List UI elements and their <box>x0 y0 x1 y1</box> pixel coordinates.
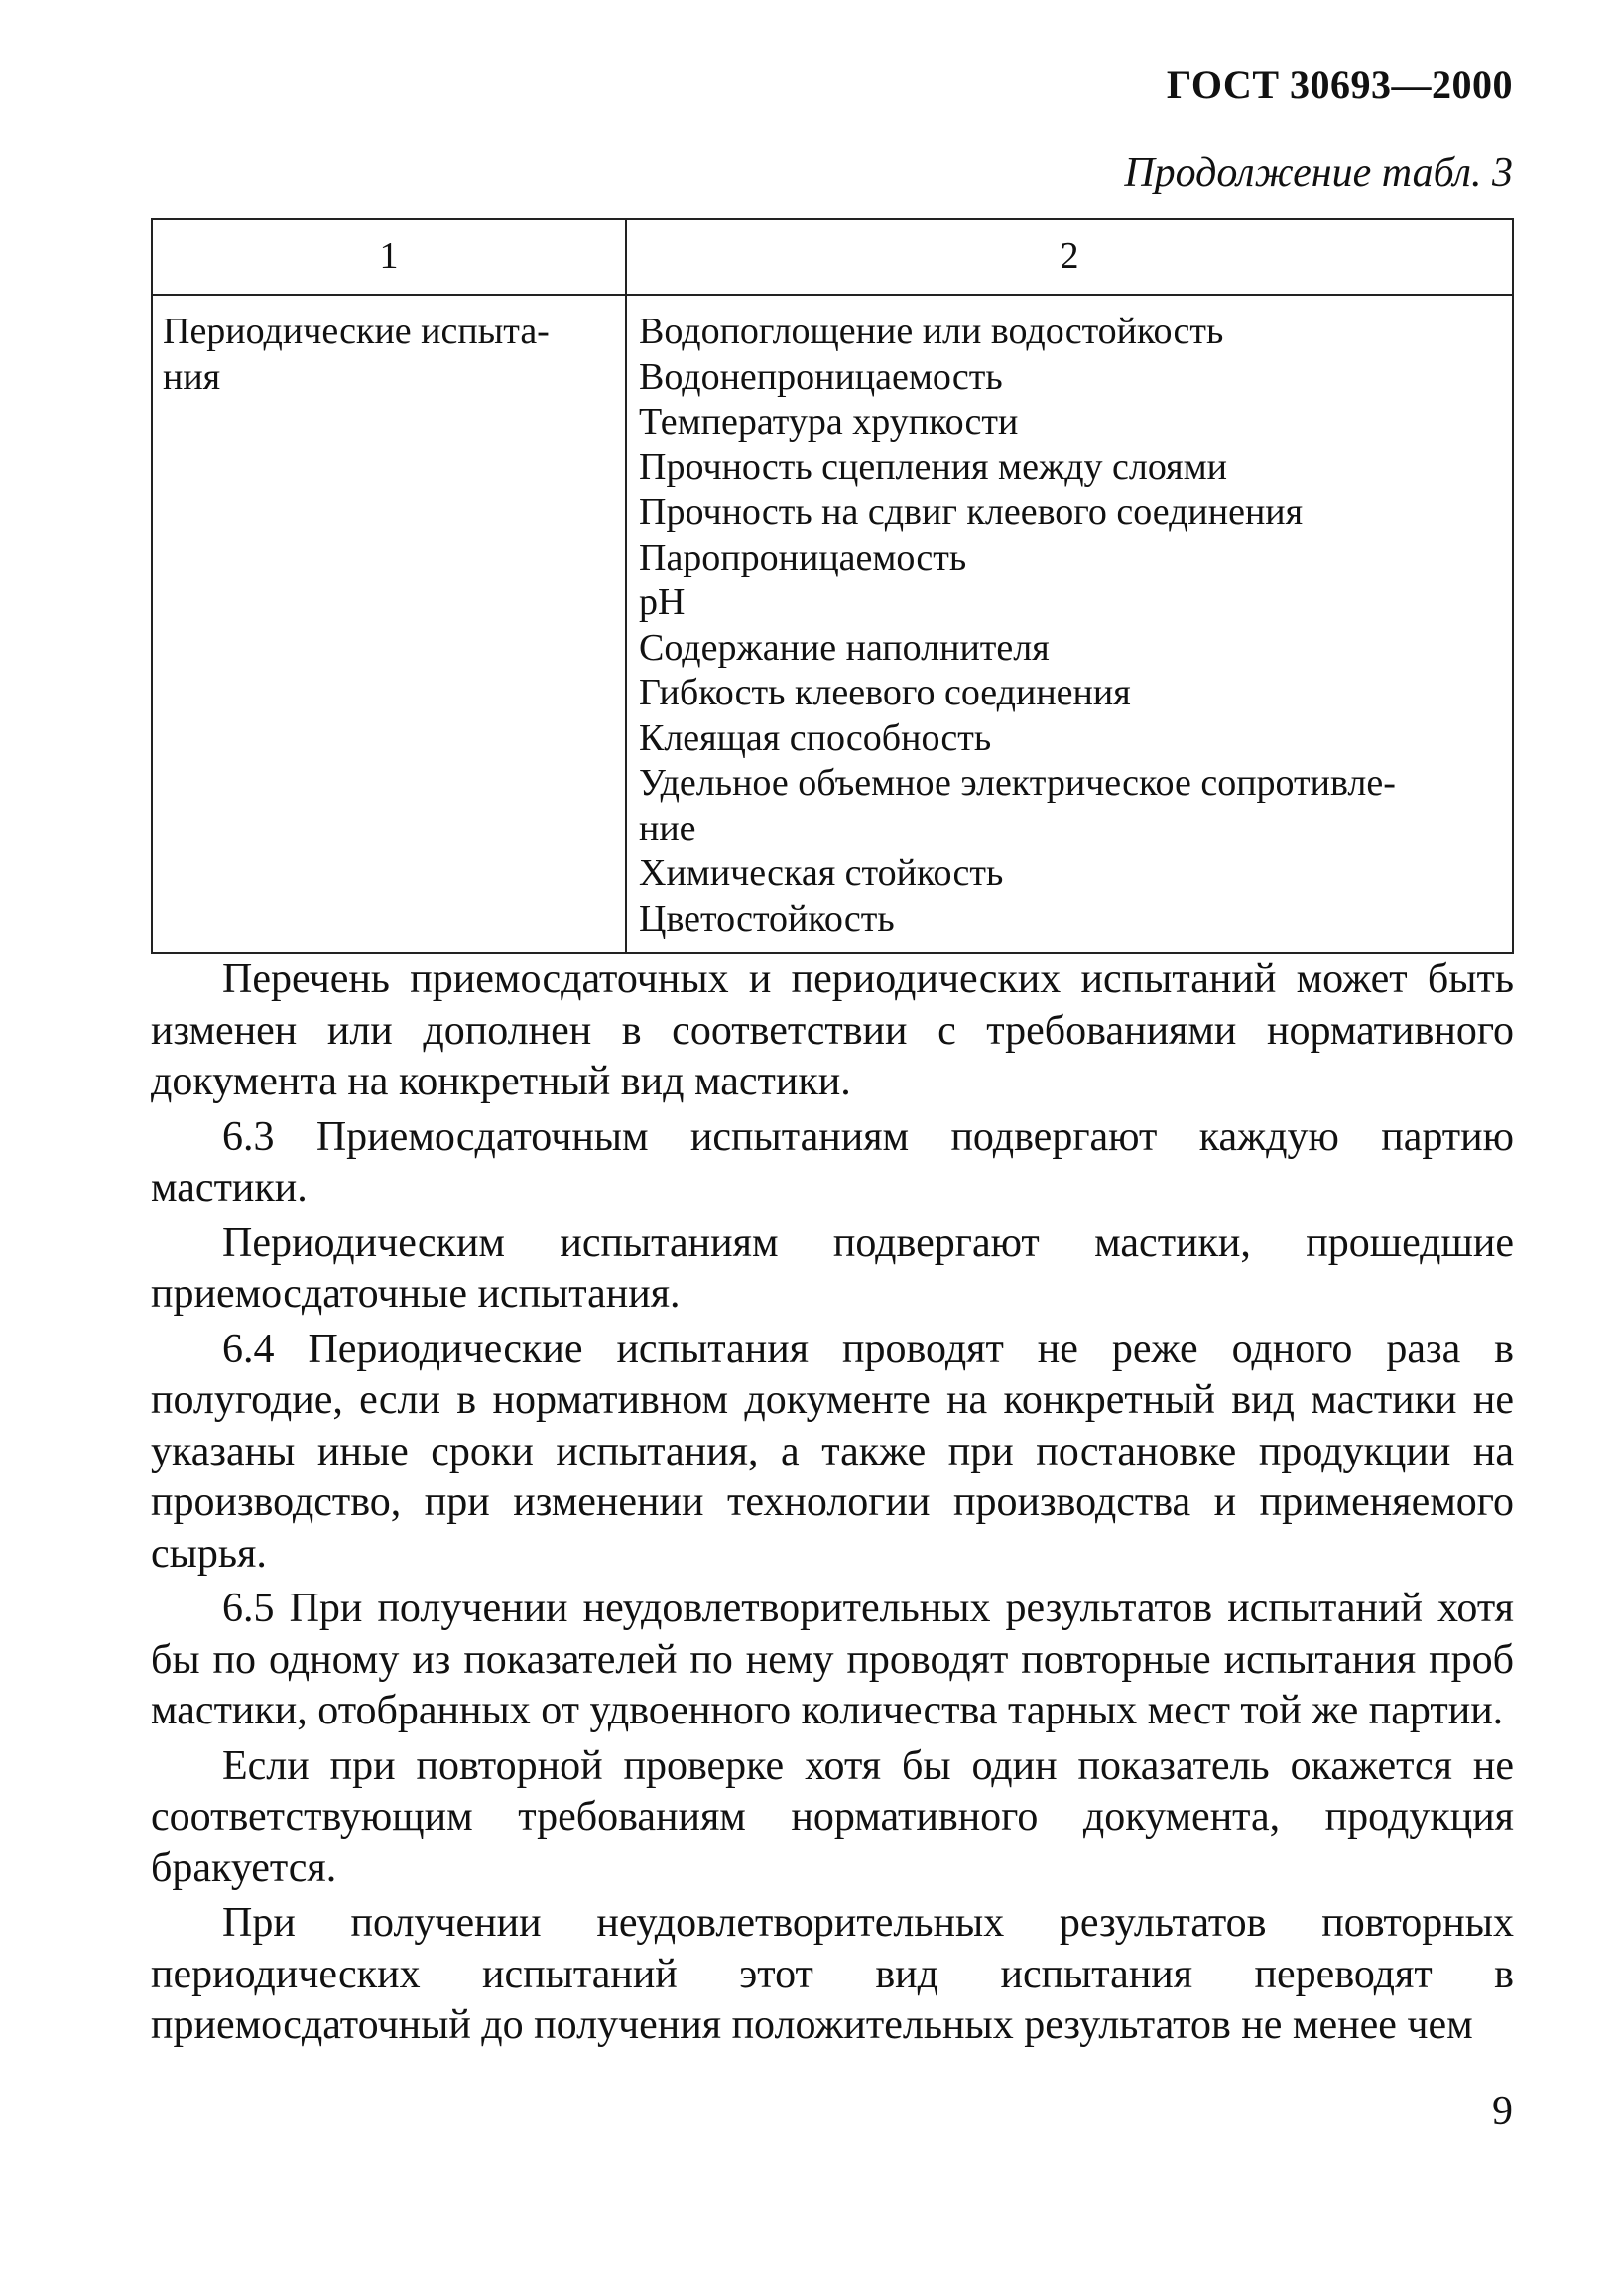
list-item: Паропроницаемость <box>639 536 967 578</box>
standard-number: ГОСТ 30693—2000 <box>1166 63 1513 107</box>
paragraph: 6.4 Периодические испытания проводят не реже одного раза в полугодие, если в нормативном документе на конкретный вид мастики не указаны иные сроки испытания, а также при постановке продукции на производство, при изменении технологии производства и применяемого сырья. <box>151 1326 1514 1577</box>
body-text <box>151 955 1514 2056</box>
paragraph: Перечень приемосдаточных и периодических испытаний может быть изменен или дополнен в соответствии с требованиями нормативного документа на конкретный вид мастики. <box>151 957 1514 1104</box>
list-item: Водонепроницаемость <box>639 355 1003 398</box>
list-item: Содержание наполнителя <box>639 626 1050 669</box>
list-item: Водопоглощение или водостойкость <box>639 311 1224 352</box>
row-label-line: Периодические испыта- <box>163 311 550 352</box>
list-item: Гибкость клеевого соединения <box>639 672 1131 713</box>
list-item: рН <box>639 581 686 623</box>
row-label-cell <box>152 295 626 953</box>
list-item: Химическая стойкость <box>639 852 1004 894</box>
table-row <box>152 295 1513 953</box>
list-item: Прочность на сдвиг клеевого соединения <box>639 491 1304 533</box>
test-list-cell <box>626 295 1513 953</box>
paragraph: 6.3 Приемосдаточным испытаниям подвергают каждую партию мастики. <box>151 1113 1514 1211</box>
page-number: 9 <box>1492 2089 1513 2134</box>
row-label-line: ния <box>163 355 221 398</box>
list-item: Цветостойкость <box>639 897 895 940</box>
list-item: Удельное объемное электрическое сопротивле- <box>639 762 1396 804</box>
list-item: Клеящая способность <box>639 716 992 759</box>
table-header-row <box>152 219 1513 295</box>
col-header-2: 2 <box>626 219 1513 295</box>
list-item: ние <box>639 807 696 849</box>
list-item: Прочность сцепления между слоями <box>639 446 1228 488</box>
col-header-1: 1 <box>152 219 626 295</box>
paragraph: Если при повторной проверке хотя бы один показатель окажется не соответствующим требованиям нормативного документа, продукция бракуется. <box>151 1742 1514 1891</box>
table-3-continuation <box>151 218 1514 954</box>
paragraph: При получении неудовлетворительных результатов повторных периодических испытаний этот вид испытания переводят в приемосдаточный до получения положительных результатов не менее чем <box>151 1900 1514 2048</box>
table-caption: Продолжение табл. 3 <box>1124 150 1513 195</box>
paragraph: Периодическим испытаниям подвергают мастики, прошедшие приемосдаточные испытания. <box>151 1219 1514 1317</box>
paragraph: 6.5 При получении неудовлетворительных результатов испытаний хотя бы по одному из показателей по нему проводят повторные испытания проб мастики, отобранных от удвоенного количества тарных мест той же партии. <box>151 1586 1514 1733</box>
list-item: Температура хрупкости <box>639 401 1019 443</box>
